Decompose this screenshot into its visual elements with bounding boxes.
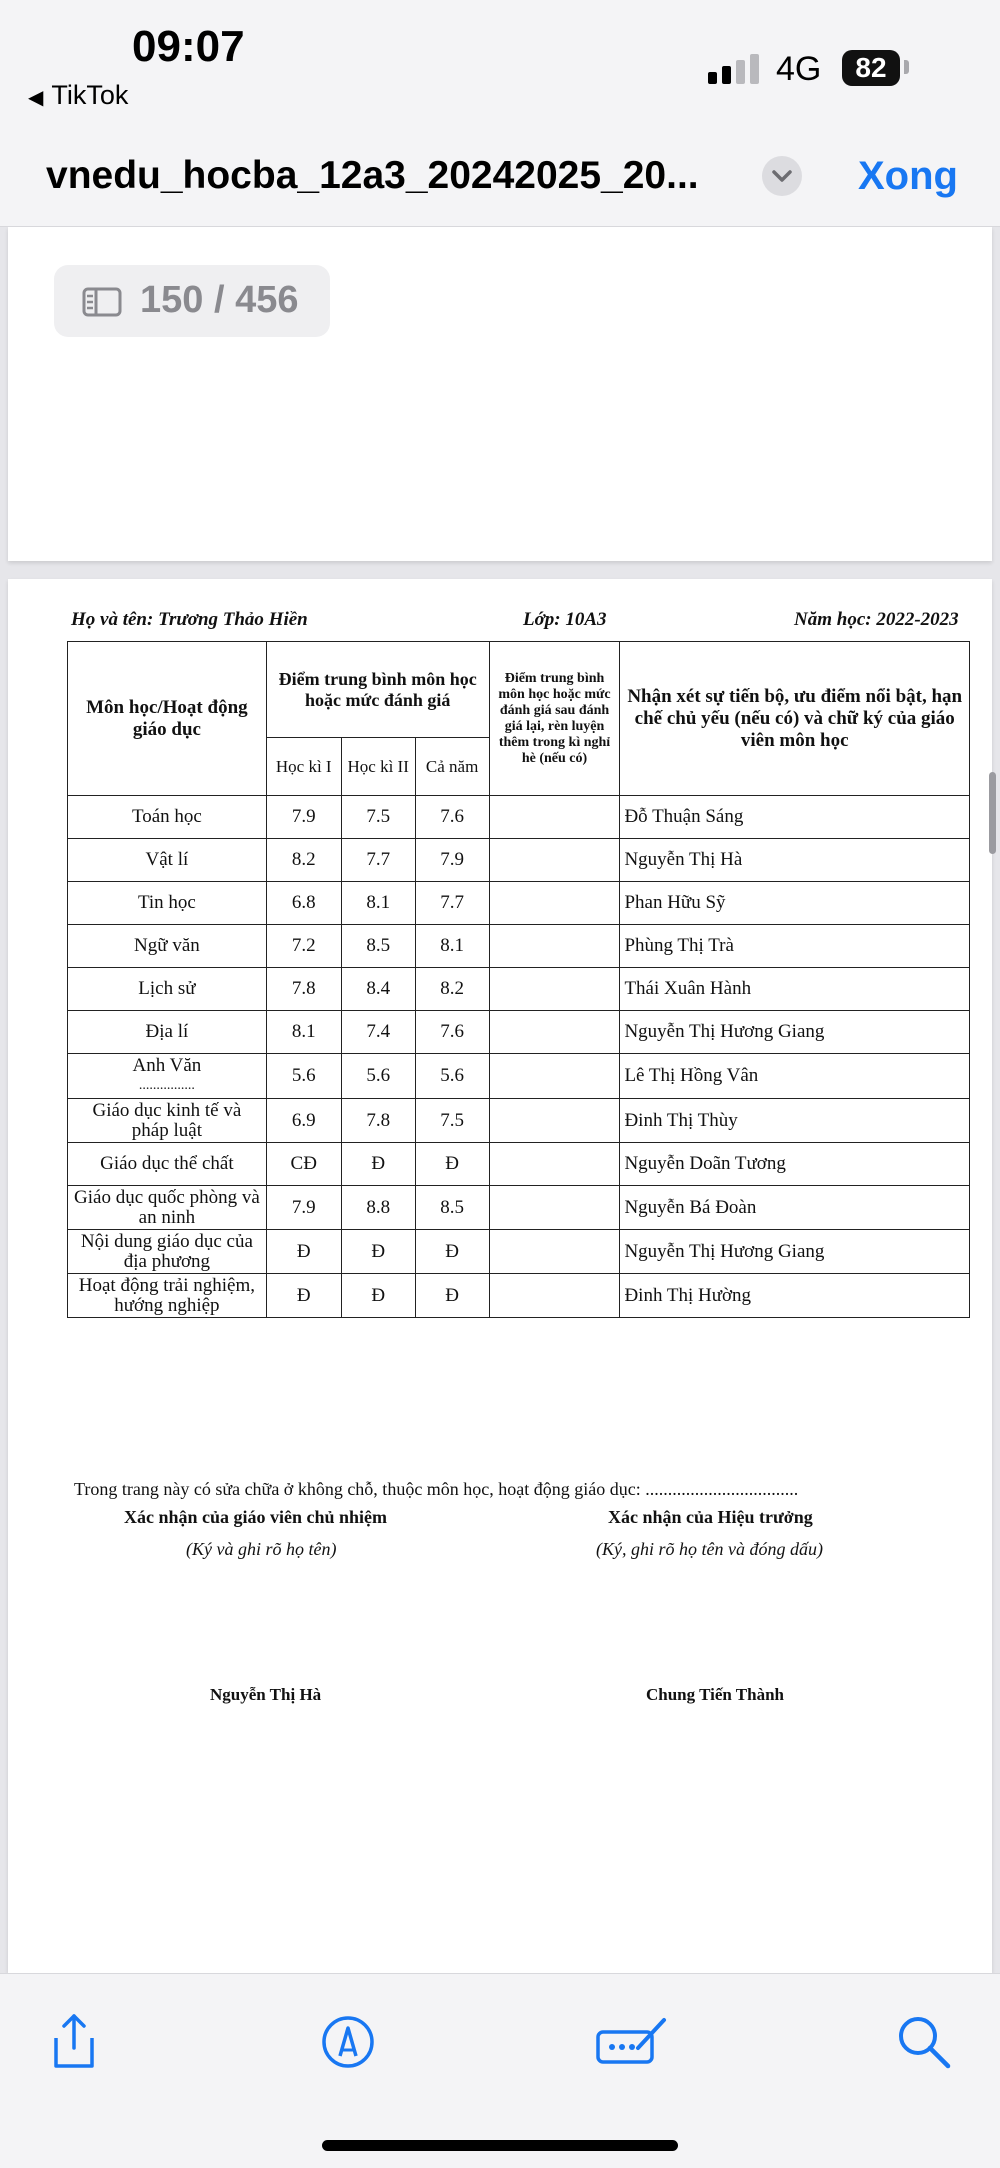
retest-cell xyxy=(489,1099,620,1143)
subject-name: Ngữ văn xyxy=(134,935,200,956)
homeroom-confirm-title: Xác nhận của giáo viên chủ nhiệm xyxy=(124,1507,388,1527)
share-icon xyxy=(42,2010,106,2074)
subject-cell xyxy=(68,796,267,839)
sem2-cell: 7.5 xyxy=(341,796,415,839)
subject-name: Lịch sử xyxy=(138,978,196,999)
retest-cell xyxy=(489,1011,620,1054)
subject-name: Giáo dục thể chất xyxy=(100,1153,234,1174)
teacher-cell: Đinh Thị Hường xyxy=(620,1274,970,1318)
year-cell: 8.2 xyxy=(415,968,489,1011)
table-row xyxy=(68,1054,970,1099)
col-subject-header: Môn học/Hoạt động giáo dục xyxy=(68,642,267,796)
signature-icon xyxy=(594,2010,674,2074)
teacher-cell: Nguyễn Thị Hà xyxy=(620,839,970,882)
table-row xyxy=(68,968,970,1011)
back-to-app-link[interactable] xyxy=(28,80,128,111)
search-button[interactable] xyxy=(892,2010,956,2074)
col-sem2-header: Học kì II xyxy=(341,738,415,796)
col-comment-header: Nhận xét sự tiến bộ, ưu điểm nổi bật, hạn chế chủ yếu (nếu có) và chữ ký của giáo viên môn học xyxy=(620,642,970,796)
subject-name: Giáo dục quốc phòng và an ninh xyxy=(74,1186,260,1228)
year-cell: 5.6 xyxy=(415,1054,489,1099)
retest-cell xyxy=(489,882,620,925)
back-app-label: TikTok xyxy=(51,80,129,110)
retest-cell xyxy=(489,1143,620,1186)
teacher-cell: Đỗ Thuận Sáng xyxy=(620,796,970,839)
bottom-toolbar xyxy=(0,1973,1000,2168)
back-arrow-icon: ◀ xyxy=(28,87,44,109)
teacher-cell: Nguyễn Bá Đoàn xyxy=(620,1186,970,1230)
retest-cell xyxy=(489,925,620,968)
sem1-cell: CĐ xyxy=(266,1143,341,1186)
done-button[interactable]: Xong xyxy=(858,154,958,198)
table-row xyxy=(68,839,970,882)
principal-name: Chung Tiến Thành xyxy=(646,1685,784,1704)
share-button[interactable] xyxy=(42,2010,106,2074)
table-row xyxy=(68,1230,970,1274)
teacher-cell: Phan Hữu Sỹ xyxy=(620,882,970,925)
subject-cell xyxy=(68,1099,267,1143)
year-cell: 8.5 xyxy=(415,1186,489,1230)
battery-tip xyxy=(904,60,909,74)
subject-name: Nội dung giáo dục của địa phương xyxy=(80,1230,253,1272)
document-title[interactable]: vnedu_hocba_12a3_20242025_20... xyxy=(46,154,699,197)
sem1-cell: 6.9 xyxy=(266,1099,341,1143)
sem1-cell: 6.8 xyxy=(266,882,341,925)
document-title-bar xyxy=(0,120,1000,227)
subject-name: Địa lí xyxy=(145,1021,189,1042)
network-label: 4G xyxy=(776,50,822,88)
retest-cell xyxy=(489,1274,620,1318)
principal-confirm-sub: (Ký, ghi rõ họ tên và đóng dấu) xyxy=(596,1539,823,1559)
subject-cell xyxy=(68,1011,267,1054)
retest-cell xyxy=(489,839,620,882)
sem2-cell: 8.1 xyxy=(341,882,415,925)
sem2-cell: Đ xyxy=(341,1143,415,1186)
sidebar-icon xyxy=(82,287,122,317)
sem2-cell: 8.5 xyxy=(341,925,415,968)
subject-cell xyxy=(68,925,267,968)
principal-confirm-title: Xác nhận của Hiệu trưởng xyxy=(608,1507,813,1527)
sem1-cell: 7.9 xyxy=(266,796,341,839)
chevron-down-icon xyxy=(762,156,802,196)
year-cell: 8.1 xyxy=(415,925,489,968)
homeroom-teacher-name: Nguyễn Thị Hà xyxy=(210,1685,322,1704)
sem2-cell: 7.4 xyxy=(341,1011,415,1054)
teacher-cell: Đinh Thị Thùy xyxy=(620,1099,970,1143)
sem2-cell: 5.6 xyxy=(341,1054,415,1099)
status-bar xyxy=(0,0,1000,120)
subject-cell xyxy=(68,1230,267,1274)
table-row xyxy=(68,1186,970,1230)
scrollbar[interactable] xyxy=(989,772,996,854)
search-icon xyxy=(892,2010,956,2074)
subject-name: Anh Văn xyxy=(132,1055,202,1076)
page-indicator[interactable] xyxy=(54,265,330,337)
previous-page xyxy=(8,227,992,561)
year-cell: 7.6 xyxy=(415,796,489,839)
page-indicator-text: 150 / 456 xyxy=(140,279,299,321)
grades-table xyxy=(67,641,970,1318)
signal-icon xyxy=(708,52,764,84)
subject-dots: ................ xyxy=(138,1078,195,1093)
subject-cell xyxy=(68,968,267,1011)
status-time: 09:07 xyxy=(132,22,245,71)
year-cell: 7.7 xyxy=(415,882,489,925)
subject-cell xyxy=(68,882,267,925)
sem1-cell: 7.2 xyxy=(266,925,341,968)
year-cell: Đ xyxy=(415,1230,489,1274)
year-cell: 7.6 xyxy=(415,1011,489,1054)
signature-button[interactable] xyxy=(594,2010,674,2074)
sem1-cell: 5.6 xyxy=(266,1054,341,1099)
sem1-cell: Đ xyxy=(266,1230,341,1274)
sem2-cell: 7.8 xyxy=(341,1099,415,1143)
homeroom-confirm-sub: (Ký và ghi rõ họ tên) xyxy=(186,1539,337,1559)
correction-note: Trong trang này có sửa chữa ở không chỗ, thuộc môn học, hoạt động giáo dục: .................................. xyxy=(74,1479,799,1499)
teacher-cell: Thái Xuân Hành xyxy=(620,968,970,1011)
table-row xyxy=(68,882,970,925)
table-row xyxy=(68,1274,970,1318)
report-page xyxy=(8,579,992,1973)
student-name: Họ và tên: Trương Thảo Hiền xyxy=(71,609,308,630)
retest-cell xyxy=(489,1186,620,1230)
teacher-cell: Phùng Thị Trà xyxy=(620,925,970,968)
subject-name: Toán học xyxy=(131,806,202,827)
table-row xyxy=(68,1099,970,1143)
subject-cell xyxy=(68,1186,267,1230)
retest-cell xyxy=(489,1054,620,1099)
teacher-cell: Nguyễn Thị Hương Giang xyxy=(620,1011,970,1054)
sem2-cell: Đ xyxy=(341,1274,415,1318)
year-cell: 7.9 xyxy=(415,839,489,882)
year-cell: Đ xyxy=(415,1143,489,1186)
sem1-cell: Đ xyxy=(266,1274,341,1318)
subject-cell xyxy=(68,1143,267,1186)
subject-name: Hoạt động trải nghiệm, hướng nghiệp xyxy=(78,1274,256,1316)
col-year-header: Cả năm xyxy=(415,738,489,796)
retest-cell xyxy=(489,968,620,1011)
teacher-cell: Nguyễn Thị Hương Giang xyxy=(620,1230,970,1274)
document-viewer[interactable] xyxy=(0,227,1000,1973)
col-sem1-header: Học kì I xyxy=(266,738,341,796)
table-row xyxy=(68,796,970,839)
sem1-cell: 8.2 xyxy=(266,839,341,882)
teacher-cell: Lê Thị Hồng Vân xyxy=(620,1054,970,1099)
subject-name: Giáo dục kinh tế và pháp luật xyxy=(92,1099,242,1141)
school-year: Năm học: 2022-2023 xyxy=(794,609,959,630)
sem1-cell: 7.9 xyxy=(266,1186,341,1230)
sem2-cell: Đ xyxy=(341,1230,415,1274)
col-avg-header: Điểm trung bình môn học hoặc mức đánh giá xyxy=(266,642,489,738)
battery-icon: 82 xyxy=(842,50,900,86)
year-cell: Đ xyxy=(415,1274,489,1318)
retest-cell xyxy=(489,1230,620,1274)
markup-icon xyxy=(316,2010,380,2074)
sem1-cell: 7.8 xyxy=(266,968,341,1011)
sem2-cell: 8.4 xyxy=(341,968,415,1011)
year-cell: 7.5 xyxy=(415,1099,489,1143)
subject-cell xyxy=(68,1274,267,1318)
class-name: Lớp: 10A3 xyxy=(523,609,607,630)
subject-name: Tin học xyxy=(137,892,196,913)
sem1-cell: 8.1 xyxy=(266,1011,341,1054)
sem2-cell: 8.8 xyxy=(341,1186,415,1230)
title-menu-button[interactable] xyxy=(762,156,802,196)
markup-button[interactable] xyxy=(316,2010,380,2074)
col-retest-header: Điểm trung bình môn học hoặc mức đánh giá sau đánh giá lại, rèn luyện thêm trong kì nghỉ hè (nếu có) xyxy=(489,642,620,796)
table-row xyxy=(68,1011,970,1054)
subject-cell xyxy=(68,1054,267,1099)
table-row xyxy=(68,925,970,968)
subject-cell xyxy=(68,839,267,882)
retest-cell xyxy=(489,796,620,839)
teacher-cell: Nguyễn Doãn Tương xyxy=(620,1143,970,1186)
table-row xyxy=(68,1143,970,1186)
sem2-cell: 7.7 xyxy=(341,839,415,882)
subject-name: Vật lí xyxy=(145,849,189,870)
home-indicator[interactable] xyxy=(322,2140,678,2151)
